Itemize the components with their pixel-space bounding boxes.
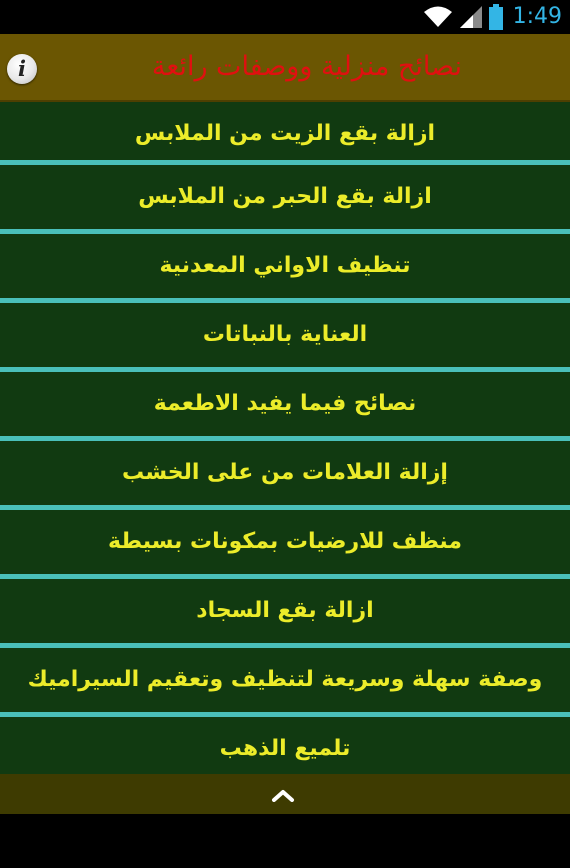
wifi-icon xyxy=(423,5,453,29)
chevron-up-icon[interactable] xyxy=(271,788,295,802)
status-icons xyxy=(423,3,562,31)
list-item-wood-marks[interactable]: إزالة العلامات من على الخشب xyxy=(0,441,570,510)
tips-list[interactable] xyxy=(0,102,570,774)
signal-icon xyxy=(459,5,483,29)
list-item-plant-care[interactable]: العناية بالنباتات xyxy=(0,303,570,372)
info-icon[interactable]: i xyxy=(7,54,37,84)
list-item-food-tips[interactable]: نصائح فيما يفيد الاطعمة xyxy=(0,372,570,441)
list-item-oil-stains[interactable]: ازالة بقع الزيت من الملابس xyxy=(0,102,570,165)
list-item-carpet-stains[interactable]: ازالة بقع السجاد xyxy=(0,579,570,648)
list-item-floor-cleaner[interactable]: منظف للارضيات بمكونات بسيطة xyxy=(0,510,570,579)
battery-icon xyxy=(489,4,503,30)
app-title: نصائح منزلية ووصفات رائعة xyxy=(151,51,462,82)
app-bar xyxy=(0,34,570,102)
status-bar xyxy=(0,0,570,34)
navigation-bar-area xyxy=(0,814,570,868)
list-item-ink-stains[interactable]: ازالة بقع الحبر من الملابس xyxy=(0,165,570,234)
status-time: 1:49 xyxy=(512,4,562,29)
list-item-gold-polish[interactable]: تلميع الذهب xyxy=(0,717,570,774)
list-item-ceramic-cleaning[interactable]: وصفة سهلة وسريعة لتنظيف وتعقيم السيراميك xyxy=(0,648,570,717)
bottom-bar xyxy=(0,774,570,814)
list-item-metal-pots[interactable]: تنظيف الاواني المعدنية xyxy=(0,234,570,303)
